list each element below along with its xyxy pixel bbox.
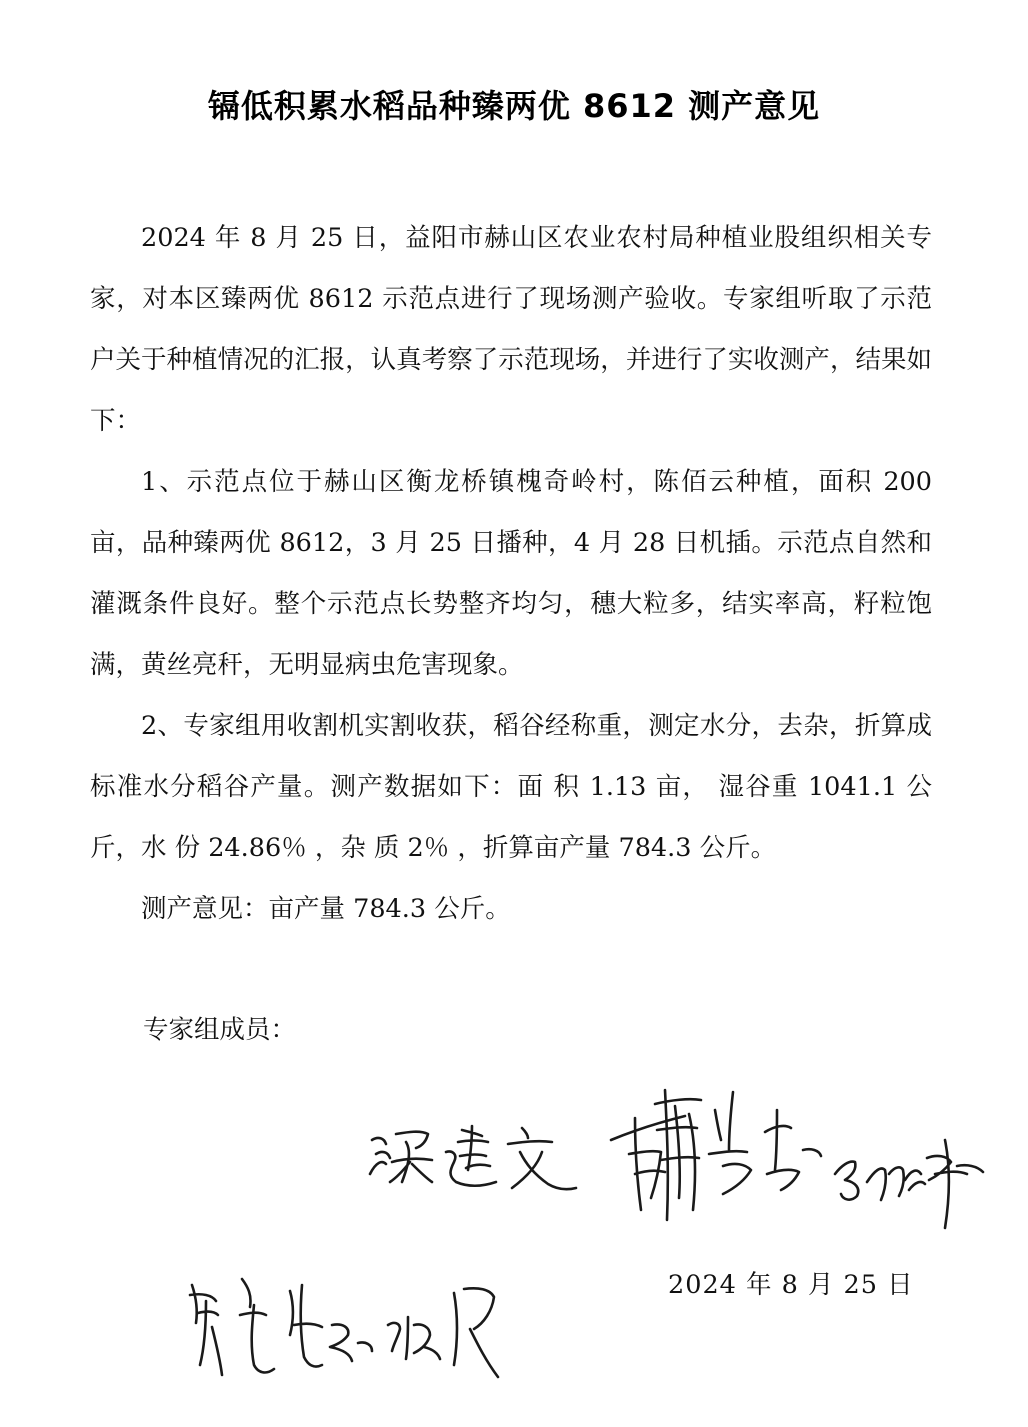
- signature-1: [362, 1112, 587, 1197]
- paragraph-intro: 2024 年 8 月 25 日，益阳市赫山区农业农村局种植业股组织相关专家，对本区臻两优 8612 示范点进行了现场测产验收。专家组听取了示范户关于种植情况的汇报，认真考察了示范现场，并进行了实收测产，结果如下：: [90, 223, 932, 436]
- paragraph-item-1: 1、示范点位于赫山区衡龙桥镇槐奇岭村，陈佰云种植，面积 200 亩，品种臻两优 8612，3 月 25 日播种，4 月 28 日机插。示范点自然和灌溉条件良好。整个示范点长势整齐均匀，穗大粒多，结实率高，籽粒饱满，黄丝亮秆，无明显病虫危害现象。: [90, 467, 932, 680]
- document-date: 2024 年 8 月 25 日: [668, 1270, 914, 1300]
- paragraph-item-2: 2、专家组用收割机实割收获，稻谷经称重，测定水分，去杂，折算成标准水分稻谷产量。测产数据如下：面 积 1.13 亩， 湿谷重 1041.1 公斤，水 份 24.86％ ，杂 质 2％ ，折算亩产量 784.3 公斤。: [90, 711, 932, 863]
- paragraph-conclusion: 测产意见：亩产量 784.3 公斤。: [141, 894, 511, 924]
- signature-2: [605, 1070, 995, 1245]
- experts-label: 专家组成员：: [143, 1015, 297, 1045]
- document-body: [90, 208, 932, 940]
- signature-3: [182, 1265, 522, 1395]
- document-title: 镉低积累水稻品种臻两优 8612 测产意见: [207, 87, 821, 125]
